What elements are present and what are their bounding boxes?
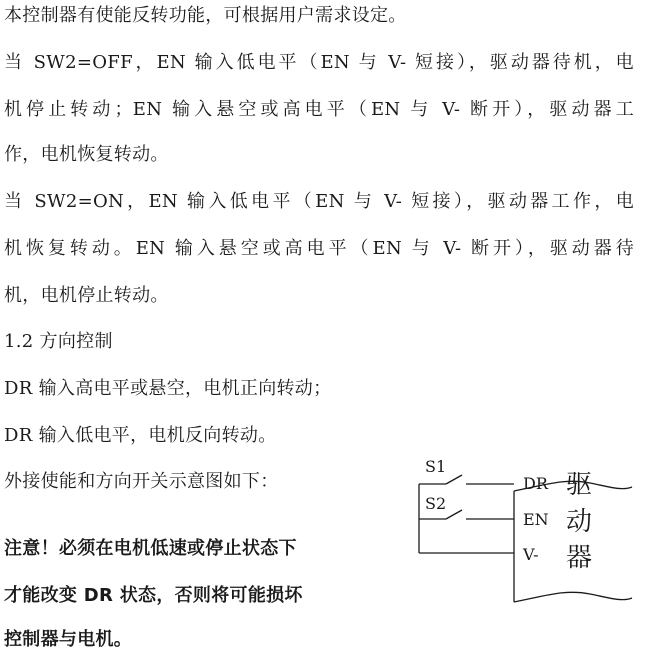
dr-pin-label: DR [523,474,548,493]
driver-char-1: 驱 [566,470,593,500]
vminus-pin-label: V- [523,545,539,564]
sw2-off-line-1: 当 SW2=OFF，EN 输入低电平（EN 与 V- 短接），驱动器待机，电 [4,52,634,73]
warning-note-line-2: 才能改变 DR 状态，否则将可能损坏 [4,585,303,606]
driver-box-bottom-wave [514,592,632,602]
driver-char-2: 动 [566,507,593,537]
dr-high-text: DR 输入高电平或悬空，电机正向转动； [4,378,332,399]
sw2-off-line-3: 作，电机恢复转动。 [4,144,169,165]
dr-low-text: DR 输入低电平，电机反向转动。 [4,425,277,446]
s2-label: S2 [425,494,447,513]
s2-switch-blade [446,510,462,519]
s1-label: S1 [425,457,447,476]
en-pin-label: EN [523,510,549,529]
intro-paragraph: 本控制器有使能反转功能，可根据用户需求设定。 [4,5,407,26]
diagram-caption: 外接使能和方向开关示意图如下： [4,471,279,492]
sw2-off-line-2: 机停止转动；EN 输入悬空或高电平（EN 与 V- 断开），驱动器工 [4,99,634,120]
sw2-on-line-1: 当 SW2=ON，EN 输入低电平（EN 与 V- 短接），驱动器工作，电 [4,191,634,212]
sw2-on-line-3: 机，电机停止转动。 [4,285,169,306]
driver-char-3: 器 [566,543,593,573]
warning-note-line-3: 控制器与电机。 [4,629,133,650]
s1-switch-blade [446,475,462,484]
section-heading: 1.2 方向控制 [4,331,113,352]
warning-note-line-1: 注意！必须在电机低速或停止状态下 [4,538,297,559]
sw2-on-line-2: 机恢复转动。EN 输入悬空或高电平（EN 与 V- 断开），驱动器待 [4,238,634,259]
